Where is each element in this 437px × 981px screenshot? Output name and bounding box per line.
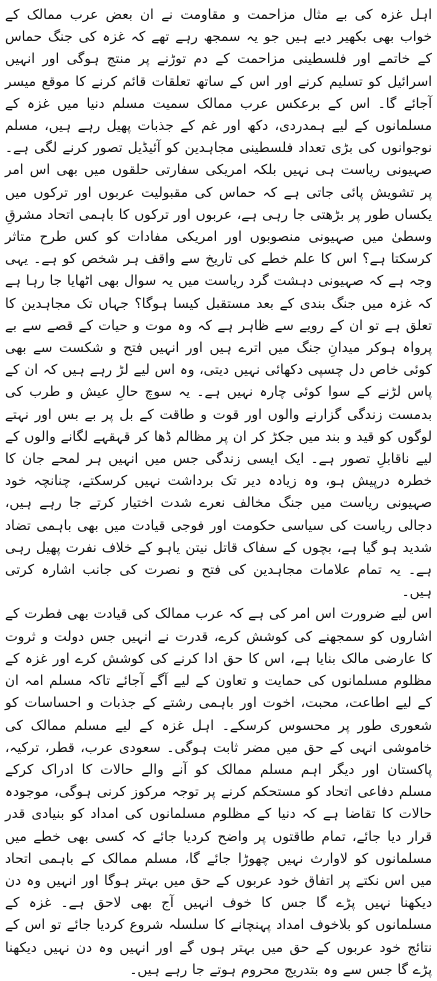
article-paragraph-1: اہل غزہ کی بے مثال مزاحمت و مقاومت نے ان بعض عرب ممالک کے خواب بھی بکھیر دیے ہیں جو یہ سمجھ رہے تھے کہ غزہ کی جنگ حماس کے خاتمے اور فلسطینی مزاحمت کے دم توڑنے پر منتج ہوگی اور انہیں اسرائیل کو تسلیم کرنے اور اس کے ساتھ تعلقات قائم کرنے کا موقع میسر آجائے گا۔ اس کے برعکس عرب ممالک سمیت مسلم دنیا میں غزہ کے مسلمانوں کے لیے ہمدردی، دکھ اور غم کے جذبات پھیل رہے ہیں، مسلم نوجوانوں کی بڑی تعداد فلسطینی مجاہدین کو آئیڈیل تصور کرنے لگی ہے۔ صہیونی ریاست ہی نہیں بلکہ امریکی سفارتی حلقوں میں بھی اس امر پر تشویش پائی جاتی ہے کہ حماس کی مقبولیت عربوں اور ترکوں میں یکساں طور پر بڑھتی جا رہی ہے، عربوں اور ترکوں کا باہمی اتحاد مشرقِ وسطیٰ میں صہیونی منصوبوں اور امریکی مفادات کو کس طرح متاثر کرسکتا ہے؟ اس کا علم خطے کی تاریخ سے واقف ہر شخص کو ہے۔ یہی وجہ ہے کہ صہیونی دہشت گرد ریاست میں یہ سوال بھی اٹھایا جا رہا ہے کہ غزہ میں جنگ بندی کے بعد مستقبل کیسا ہوگا؟ جہاں تک مجاہدین کا تعلق ہے تو ان کے رویے سے ظاہر ہے کہ وہ موت و حیات کے قصے سے بے پرواہ ہوکر میدانِ جنگ میں اترے ہیں اور انہیں فتح و شکست سے بھی کوئی خاص دل چسپی دکھائی نہیں دیتی، وہ اس لیے لڑ رہے ہیں کہ ان کے پاس لڑنے کے سوا کوئی چارہ نہیں ہے۔ یہ سوچ حالِ عیش و طرب کی بدمست زندگی گزارنے والوں اور قوت و طاقت کے بل پر بے بس اور نہتے لوگوں کو قید و بند میں جکڑ کر ان پر مظالم ڈھا کر قہقہے لگانے والوں کے لیے ناقابلِ تصور ہے۔ ایک ایسی زندگی جس میں انہیں ہر لمحے جان کا خطرہ درپیش ہو، وہ زیادہ دیر تک برداشت نہیں کرسکتے، چنانچہ خود صہیونی ریاست میں جنگ مخالف نعرے شدت اختیار کرتے جا رہے ہیں، دجالی ریاست کی سیاسی حکومت اور فوجی قیادت میں بھی باہمی تضاد شدید ہو گیا ہے، بچوں کے سفاک قاتل نیتن یاہو کے خلاف نفرت پھیل رہی ہے۔ یہ تمام علامات مجاہدین کی فتح و نصرت کی جانب اشارہ کرتی ہیں۔	[5, 7, 432, 601]
article-paragraph-2: اس لیے ضرورت اس امر کی ہے کہ عرب ممالک کی قیادت بھی فطرت کے اشاروں کو سمجھنے کی کوشش کرے، قدرت نے انہیں جس دولت و ثروت کا عارضی مالک بنایا ہے، اس کا حق ادا کرنے کی کوشش کرے اور غزہ کے مظلوم مسلمانوں کی حمایت و تعاون کے لیے آگے آجائے تاکہ مسلم امہ ان کے لیے اطاعت، محبت، اخوت اور باہمی رشتے کے جذبات و احساسات کو شعوری طور پر محسوس کرسکے۔ اہل غزہ کے لیے مسلم ممالک کی خاموشی انہی کے حق میں مضر ثابت ہوگی۔ سعودی عرب، قطر، ترکیہ، پاکستان اور دیگر اہم مسلم ممالک کو آنے والے حالات کا ادراک کرکے مسلم دفاعی اتحاد کو مستحکم کرنے پر توجہ مرکوز کرنی ہوگی، موجودہ حالات کا تقاضا ہے کہ دنیا کے مظلوم مسلمانوں کی امداد کو بنیادی قدر قرار دیا جائے، تمام طاقتوں پر واضح کردیا جائے کہ کسی بھی خطے میں مسلمانوں کو لاوارث نہیں چھوڑا جائے گا، مسلم ممالک کے باہمی اتحاد میں اس نکتے پر اتفاق خود عربوں کے حق میں بہتر ہوگا اور انہیں وہ دن دیکھنا نہیں پڑے گا جس کا خوف انہیں آج بھی لاحق ہے۔ غزہ کے مسلمانوں کو بلاخوف امداد پہنچانے کا سلسلہ شروع کردیا جائے تو اس کے نتائج خود عربوں کے حق میں بہتر ہوں گے اور انہیں وہ دن نہیں دیکھنا پڑے گا جس سے وہ بتدریج محروم ہوتے جا رہے ہیں۔	[5, 606, 432, 978]
